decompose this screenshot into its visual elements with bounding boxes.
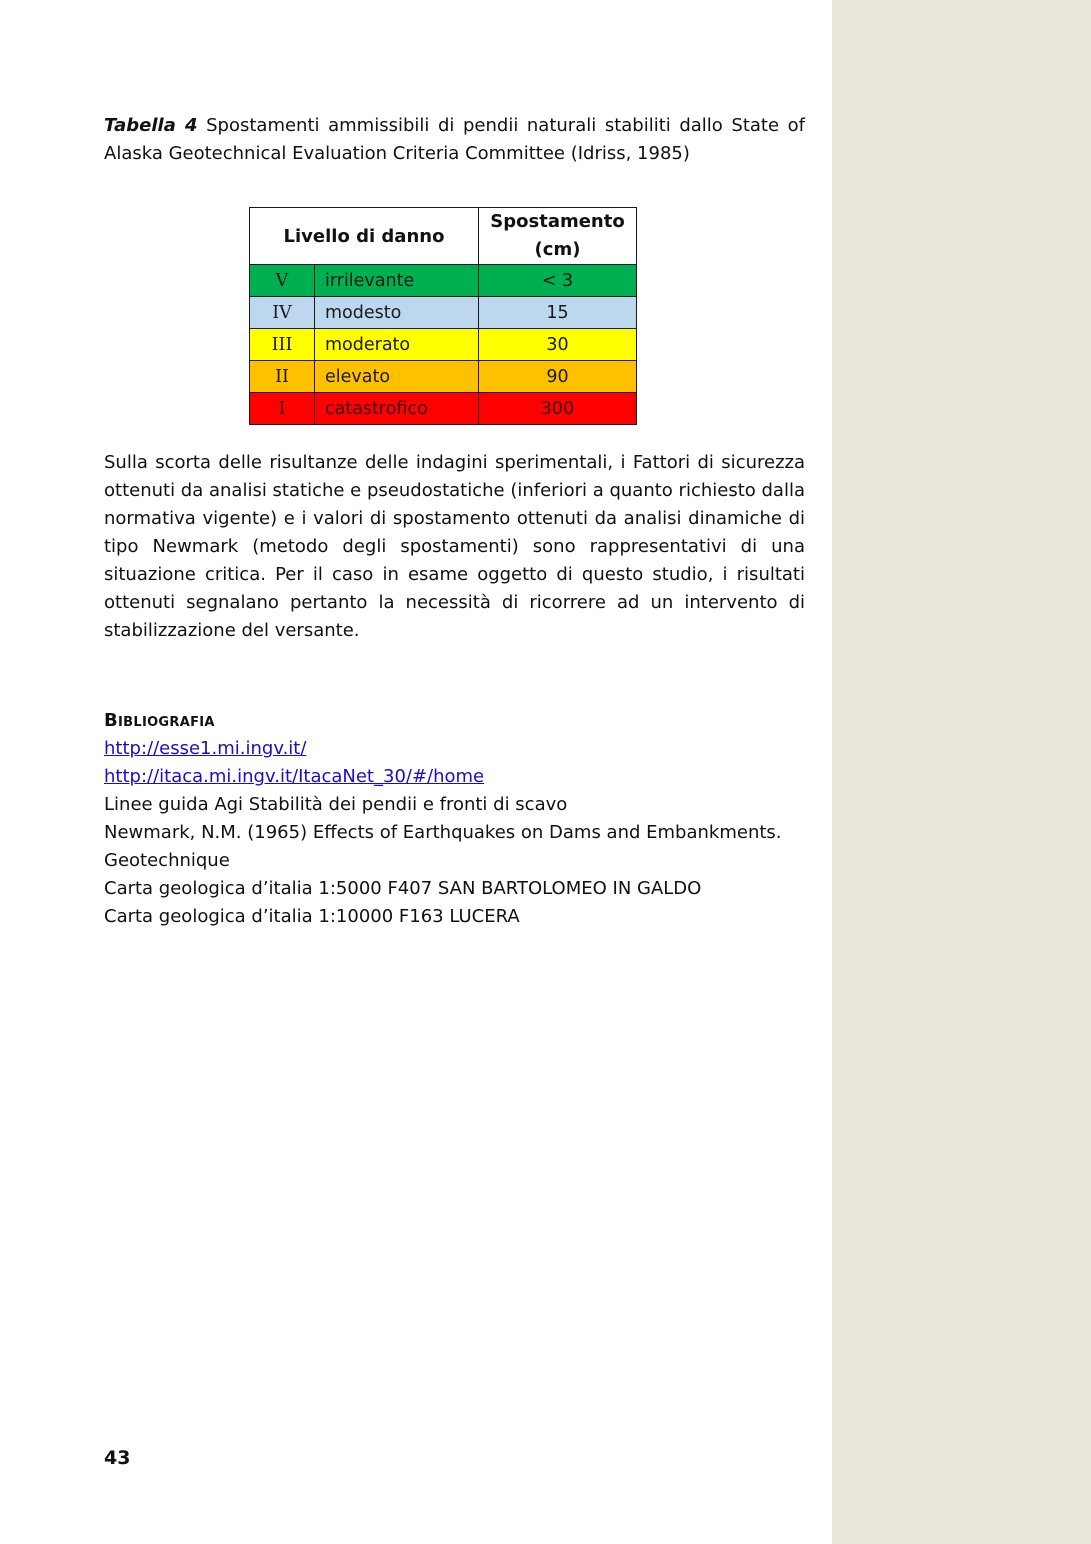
page-number: 43 [104, 1447, 131, 1469]
bibliography-item: Linee guida Agi Stabilità dei pendii e fronti di scavo [104, 794, 568, 815]
caption-text: Spostamenti ammissibili di pendii naturali stabiliti dallo State of Alaska Geotechnical Evaluation Criteria Committee (Idriss, 1985) [104, 115, 805, 164]
displacement-value: 30 [479, 329, 637, 361]
bibliography-item: Newmark, N.M. (1965) Effects of Earthquakes on Dams and Embankments. Geotechnique [104, 822, 782, 871]
bibliography-link-esse1[interactable]: http://esse1.mi.ingv.it/ [104, 738, 307, 759]
table-row [250, 393, 637, 425]
body-paragraph: Sulla scorta delle risultanze delle indagini sperimentali, i Fattori di sicurezza ottenuti da analisi statiche e pseudostatiche (inferiori a quanto richiesto dalla normativa vigente) e i valori di spostamento ottenuti da analisi dinamiche di tipo Newmark (metodo degli spostamenti) sono rappresentativi di una situazione critica. Per il caso in esame oggetto di questo studio, i risultati ottenuti segnalano pertanto la necessità di ricorrere ad un intervento di stabilizzazione del versante. [104, 452, 805, 641]
displacement-value: 15 [479, 297, 637, 329]
caption-label: Tabella 4 [104, 115, 198, 136]
table-caption [104, 112, 805, 168]
damage-level-label: moderato [315, 329, 479, 361]
bibliography-item: Carta geologica d’italia 1:10000 F163 LUCERA [104, 906, 520, 927]
header-displacement [479, 208, 637, 265]
damage-level-roman: III [250, 329, 315, 361]
displacement-value: 90 [479, 361, 637, 393]
damage-level-roman: I [250, 393, 315, 425]
damage-level-roman: V [250, 265, 315, 297]
damage-level-label: elevato [315, 361, 479, 393]
damage-level-label: modesto [315, 297, 479, 329]
bibliography-item [104, 763, 805, 791]
damage-level-label: catastrofico [315, 393, 479, 425]
displacement-value: < 3 [479, 265, 637, 297]
table-row [250, 297, 637, 329]
bibliography-item [104, 735, 805, 763]
table-row [250, 361, 637, 393]
damage-level-table [249, 207, 637, 425]
header-damage-level: Livello di danno [250, 208, 479, 265]
damage-level-label: irrilevante [315, 265, 479, 297]
damage-level-roman: IV [250, 297, 315, 329]
table-body [250, 265, 637, 425]
header-displacement-line2: (cm) [534, 239, 581, 260]
bibliography-list [104, 735, 805, 931]
bibliography-title: Bibliografia [104, 710, 215, 731]
damage-level-roman: II [250, 361, 315, 393]
bibliography-link-itaca[interactable]: http://itaca.mi.ingv.it/ItacaNet_30/#/home [104, 766, 485, 787]
header-displacement-line1: Spostamento [490, 211, 625, 232]
table-row [250, 329, 637, 361]
displacement-value: 300 [479, 393, 637, 425]
side-band [832, 0, 1091, 1544]
table-row [250, 265, 637, 297]
bibliography-item: Carta geologica d’italia 1:5000 F407 SAN BARTOLOMEO IN GALDO [104, 878, 702, 899]
